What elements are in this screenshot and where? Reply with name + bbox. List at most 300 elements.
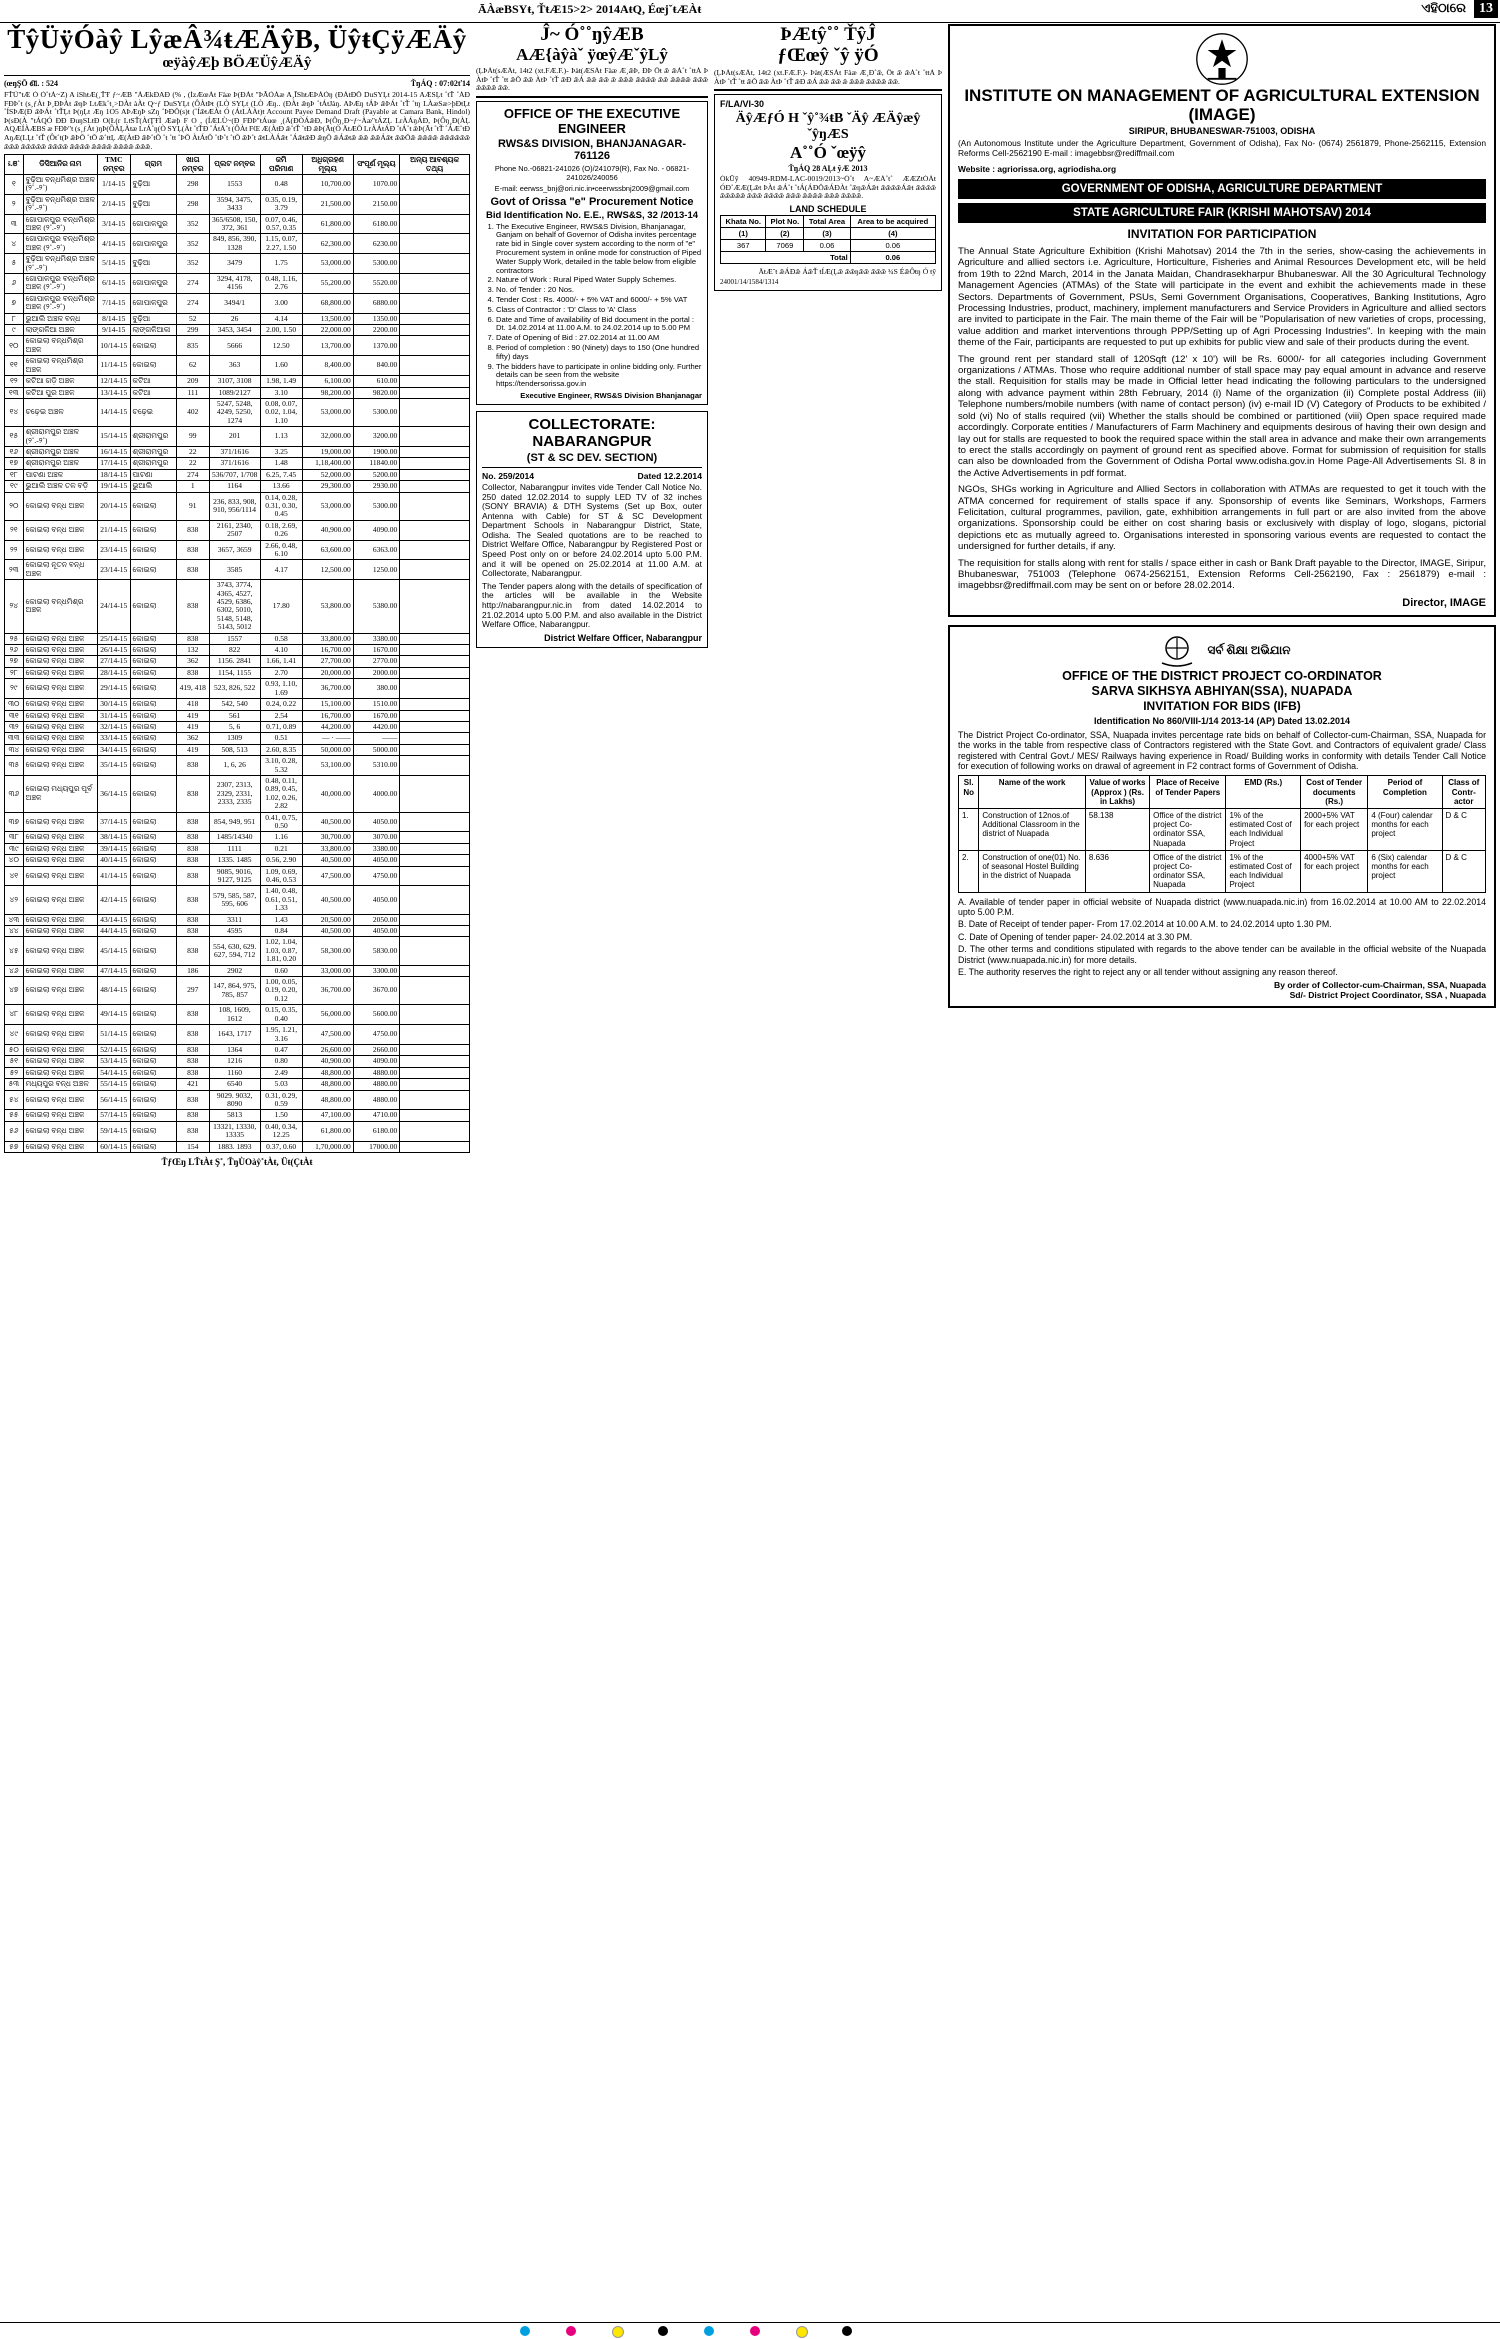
registration-dot-4 <box>704 2326 714 2336</box>
cell-r21-c2: 23/14-15 <box>97 540 130 560</box>
cell-r19-c6: 0.14, 0.28, 0.31, 0.30, 0.45 <box>260 492 302 520</box>
cell-r9-c9 <box>400 336 470 356</box>
cell-r15-c5: 371/1616 <box>209 446 260 457</box>
cell-r32-c1: କୋଇଲା ବନ୍ଧ ଅଞ୍ଚଳ <box>23 733 97 744</box>
cell-r4-c8: 5300.00 <box>353 254 400 274</box>
cell-r7-c9 <box>400 313 470 324</box>
ssa-note-1: B. Date of Receipt of tender paper- From 17.02.2014 at 10.00 A.M. to 24.02.2014 upto 1.30 PM. <box>958 919 1332 930</box>
registration-dot-3 <box>658 2326 668 2336</box>
cell-r16-c6: 1.48 <box>260 458 302 469</box>
cell-r12-c2: 13/14-15 <box>97 387 130 398</box>
cell-r45-c6: 0.60 <box>260 965 302 976</box>
cell-r56-c4: 154 <box>177 1141 210 1152</box>
cell-r25-c8: 1670.00 <box>353 645 400 656</box>
cell-r5-c2: 6/14-15 <box>97 274 130 294</box>
cell-r42-c4: 838 <box>177 914 210 925</box>
cell-r1-c0: ୨ <box>5 194 24 214</box>
registration-dot-6 <box>796 2326 808 2338</box>
cell-r30-c2: 31/14-15 <box>97 710 130 721</box>
cell-r34-c4: 838 <box>177 756 210 776</box>
cell-r45-c1: କୋଇଲା ବନ୍ଧ ଅଞ୍ଚଳ <box>23 965 97 976</box>
cell-r34-c2: 35/14-15 <box>97 756 130 776</box>
cell-r32-c3: କୋଇଲା <box>130 733 177 744</box>
image-ad-para-0: The Annual State Agriculture Exhibition (Krishi Mahotsav) 2014 the 7th in the series, show-casing the achievements in Agriculture and allied sectors i.e. Agriculture, Horticulture, Fisheries and Animal Resources Development etc, will be held from 19th to 22nd March, 2014 in the Janata Maidan, Chandrasekharpur Bhubaneswar. All the 30 Agricultural Technology Management Agencies (ATMAs) of the State will participate in the event and exhibit the achievements made in these Sectors. Departments of Government, PSUs, Semi Government Organisations, Cooperatives, Banking Institutions, Agro Processing Industries, product, machinery, implement manufacturers and Service Providers in Agriculture and allied sectors are invited to participate in the Fair. The main theme of the Fair will be "Popularisation of new varieties of crops, processing, value addition and market interventions through PPP/Setting up of Agri Processing Industries". In keeping with the main theme of the Fair, participants are requested to put up exhibits for public view and sale of their products during the event. <box>958 246 1486 349</box>
cell-r43-c8: 4050.00 <box>353 926 400 937</box>
th-5: ପ୍ଲଟ ନମ୍ବର <box>209 155 260 175</box>
cell-r37-c2: 38/14-15 <box>97 832 130 843</box>
th-6: ଜମି ପରିମାଣ <box>260 155 302 175</box>
table-row <box>5 1056 470 1067</box>
cell-r49-c2: 52/14-15 <box>97 1044 130 1055</box>
cell-r52-c1: ମଧ୍ୟପୁର ବନ୍ଧ ଅଞ୍ଚଳ <box>23 1079 97 1090</box>
cell-r41-c7: 40,500.00 <box>302 886 353 914</box>
cell-r46-c5: 147, 864, 975, 785, 857 <box>209 977 260 1005</box>
cell-r18-c6: 13.66 <box>260 481 302 492</box>
cell-r36-c9 <box>400 812 470 832</box>
cell-r39-c1: କୋଇଲା ବନ୍ଧ ଅଞ୍ଚଳ <box>23 855 97 866</box>
cell-r24-c4: 838 <box>177 633 210 644</box>
cell-r35-c6: 0.48, 0.11, 0.89, 0.45, 1.02, 0.26, 2.82 <box>260 775 302 812</box>
cell-r33-c6: 2.60, 8.35 <box>260 744 302 755</box>
ssa-cell-r0-c6: 4 (Four) calendar months for each project <box>1368 809 1442 851</box>
cell-r11-c3: କଟିଆ <box>130 376 177 387</box>
cell-r1-c4: 298 <box>177 194 210 214</box>
rwss-email: E-mail: eerwss_bnj@ori.nic.in•ceerwssbnj2009@gmail.com <box>494 183 690 193</box>
th-3: ଗ୍ରାମ <box>130 155 177 175</box>
cell-r55-c1: କୋଇଲା ବନ୍ଧ ଅଞ୍ଚଳ <box>23 1121 97 1141</box>
registration-dot-0 <box>520 2326 530 2336</box>
cell-r34-c5: 1, 6, 26 <box>209 756 260 776</box>
cell-r33-c9 <box>400 744 470 755</box>
cell-r48-c1: କୋଇଲା ବନ୍ଧ ଅଞ୍ଚଳ <box>23 1025 97 1045</box>
table-row <box>5 560 470 580</box>
cell-r38-c9 <box>400 843 470 854</box>
cell-r49-c3: କୋଇଲା <box>130 1044 177 1055</box>
cell-r33-c0: ୩୪ <box>5 744 24 755</box>
cell-r45-c3: କୋଇଲା <box>130 965 177 976</box>
cell-r2-c3: ଗୋପାଳପୁର <box>130 214 177 234</box>
image-org-desc: (An Autonomous Institute under the Agriculture Department, Government of Odisha), Fax No- (0674) 2561879, Phone-2562115, Extension Reforms Cell-2562190 E-mail : imagebbsr@rediffmail.com <box>958 138 1486 158</box>
cell-r52-c6: 5.03 <box>260 1079 302 1090</box>
cell-r34-c9 <box>400 756 470 776</box>
cell-r36-c6: 0.41, 0.75, 0.50 <box>260 812 302 832</box>
cell-r30-c6: 2.54 <box>260 710 302 721</box>
cell-r36-c4: 838 <box>177 812 210 832</box>
land-schedule-row <box>721 239 936 251</box>
cell-r50-c6: 0.80 <box>260 1056 302 1067</box>
cell-r33-c4: 419 <box>177 744 210 755</box>
cell-r33-c1: କୋଇଲା ବନ୍ଧ ଅଞ୍ଚଳ <box>23 744 97 755</box>
cell-r45-c7: 33,000.00 <box>302 965 353 976</box>
cell-r19-c0: ୨୦ <box>5 492 24 520</box>
cell-r56-c7: 1,70,000.00 <box>302 1141 353 1152</box>
table-row <box>5 254 470 274</box>
cell-r48-c7: 47,500.00 <box>302 1025 353 1045</box>
cell-r19-c2: 20/14-15 <box>97 492 130 520</box>
table-row <box>5 1067 470 1078</box>
ssa-note-2: C. Date of Opening of tender paper- 24.02.2014 at 3.30 PM. <box>958 931 1193 942</box>
cell-r51-c8: 4880.00 <box>353 1067 400 1078</box>
cell-r30-c4: 419 <box>177 710 210 721</box>
ssa-th-6: Period of Completion <box>1368 776 1442 809</box>
cell-r9-c6: 12.50 <box>260 336 302 356</box>
rwss-item-3: 4. Tender Cost : Rs. 4000/- + 5% VAT and 6000/- + 5% VAT <box>496 296 702 305</box>
cell-r45-c0: ୪୬ <box>5 965 24 976</box>
cell-r18-c9 <box>400 481 470 492</box>
masthead <box>0 0 1500 23</box>
cell-r26-c4: 362 <box>177 656 210 667</box>
cell-r0-c8: 1070.00 <box>353 174 400 194</box>
cell-r52-c0: ୫୩ <box>5 1079 24 1090</box>
cell-r21-c4: 838 <box>177 540 210 560</box>
cell-r51-c9 <box>400 1067 470 1078</box>
cell-r11-c0: ୧୨ <box>5 376 24 387</box>
cell-r7-c7: 13,500.00 <box>302 313 353 324</box>
cell-r22-c6: 4.17 <box>260 560 302 580</box>
cell-r36-c0: ୩୭ <box>5 812 24 832</box>
cell-r14-c1: ଶ୍ରୀରାମପୁର ଅଞ୍ଚଳ (୨˚.-୨˚) <box>23 427 97 447</box>
cell-r4-c7: 53,000.00 <box>302 254 353 274</box>
cell-r12-c9 <box>400 387 470 398</box>
cell-r14-c3: ଶ୍ରୀରାମପୁର <box>130 427 177 447</box>
cell-r56-c2: 60/14-15 <box>97 1141 130 1152</box>
ssa-th-5: Cost of Tender documents (Rs.) <box>1301 776 1368 809</box>
cell-r30-c5: 561 <box>209 710 260 721</box>
cell-r17-c4: 274 <box>177 469 210 480</box>
cell-r33-c3: କୋଇଲା <box>130 744 177 755</box>
cell-r20-c6: 0.18, 2.69, 0.26 <box>260 520 302 540</box>
cell-r49-c4: 838 <box>177 1044 210 1055</box>
cell-r8-c8: 2200.00 <box>353 325 400 336</box>
cell-r8-c5: 3453, 3454 <box>209 325 260 336</box>
cell-r21-c8: 6363.00 <box>353 540 400 560</box>
cell-r16-c5: 371/1616 <box>209 458 260 469</box>
cell-r17-c0: ୧୮ <box>5 469 24 480</box>
cell-r35-c2: 36/14-15 <box>97 775 130 812</box>
ssa-cell-r1-c3: Office of the district project Co-ordinator SSA, Nuapada <box>1150 850 1226 892</box>
cell-r24-c6: 0.58 <box>260 633 302 644</box>
cell-r23-c6: 17.80 <box>260 580 302 633</box>
cell-r13-c3: ଚଢ଼େଇ <box>130 398 177 426</box>
cell-r50-c5: 1216 <box>209 1056 260 1067</box>
cell-r44-c3: କୋଇଲା <box>130 937 177 965</box>
cell-r3-c2: 4/14-15 <box>97 234 130 254</box>
cell-r22-c0: ୨୩ <box>5 560 24 580</box>
cell-r7-c5: 26 <box>209 313 260 324</box>
cell-r5-c0: ୬ <box>5 274 24 294</box>
cell-r32-c4: 362 <box>177 733 210 744</box>
cell-r24-c5: 1557 <box>209 633 260 644</box>
cell-r49-c6: 0.47 <box>260 1044 302 1055</box>
cell-r39-c3: କୋଇଲା <box>130 855 177 866</box>
cell-r27-c4: 838 <box>177 667 210 678</box>
cell-r16-c4: 22 <box>177 458 210 469</box>
cell-r11-c9 <box>400 376 470 387</box>
cell-r24-c1: କୋଇଲା ବନ୍ଧ ଅଞ୍ଚଳ <box>23 633 97 644</box>
cell-r31-c9 <box>400 721 470 732</box>
cell-r29-c0: ୩୦ <box>5 699 24 710</box>
th-9: ଅନ୍ୟ ଆବଶ୍ୟକ ତଥ୍ୟ <box>400 155 470 175</box>
cell-r24-c9 <box>400 633 470 644</box>
cell-r6-c9 <box>400 293 470 313</box>
ls-sub-2: (3) <box>804 227 850 239</box>
image-gov-bar-2: STATE AGRICULTURE FAIR (KRISHI MAHOTSAV) 2014 <box>958 203 1486 223</box>
cell-r16-c9 <box>400 458 470 469</box>
cell-r2-c4: 352 <box>177 214 210 234</box>
cell-r43-c6: 0.84 <box>260 926 302 937</box>
cell-r8-c0: ୯ <box>5 325 24 336</box>
cell-r50-c8: 4090.00 <box>353 1056 400 1067</box>
cell-r9-c2: 10/14-15 <box>97 336 130 356</box>
cell-r3-c1: ଗୋପାଳପୁର ବନ୍ଧମିଶ୍ର ଅଞ୍ଚଳ (୨˚.-୨˚) <box>23 234 97 254</box>
ssa-cell-r0-c1: Construction of 12nos.of Additional Classroom in the district of Nuapada <box>979 809 1086 851</box>
cell-r39-c5: 1335. 1485 <box>209 855 260 866</box>
table-row <box>5 1005 470 1025</box>
ad-ssa-nuapada <box>948 625 1496 1009</box>
cell-r49-c7: 26,600.00 <box>302 1044 353 1055</box>
cell-r42-c2: 43/14-15 <box>97 914 130 925</box>
cell-r10-c6: 1.60 <box>260 356 302 376</box>
table-row <box>5 1079 470 1090</box>
cell-r14-c7: 32,000.00 <box>302 427 353 447</box>
colB-art-body: (ĻÞÀŧ(sÆÀŧ, 14ŧ2 (xŧ.FÆ.F.)- Þàŧ(ÆSÀŧ Fàæ Æ¸ǣÞ, ÐÞ Ôŧ ǣ ǣÁ˚ŧ ˚ŧŧÁ Þ ÀŧÞ ˚ŧŤ ˚ŧŧ ǣŎ ǣǣ ÀŧÞ ˚ŧŤ ǣÐ ǣÁ ǣǣ ǣǣ ǣ ǣǣǣ ǣǣǣǣ ǣǣ ǣǣǣǣ ǣǣǣ ǣǣǣǣ ǣǣ. <box>476 67 708 93</box>
cell-r27-c9 <box>400 667 470 678</box>
cell-r50-c2: 53/14-15 <box>97 1056 130 1067</box>
cell-r36-c2: 37/14-15 <box>97 812 130 832</box>
cell-r3-c9 <box>400 234 470 254</box>
cell-r18-c0: ୧୯ <box>5 481 24 492</box>
ssa-cell-r1-c0: 2. <box>959 850 979 892</box>
cell-r21-c1: କୋଇଲା ବନ୍ଧ ଅଞ୍ଚଳ <box>23 540 97 560</box>
cell-r52-c7: 48,800.00 <box>302 1079 353 1090</box>
cell-r55-c9 <box>400 1121 470 1141</box>
colA-title-line2: œÿàŷÆþ BÖÆÜŷÆÄŷ <box>162 55 312 71</box>
cell-r56-c0: ୫୭ <box>5 1141 24 1152</box>
cell-r22-c2: 23/14-15 <box>97 560 130 580</box>
cell-r22-c9 <box>400 560 470 580</box>
cell-r47-c5: 108, 1609, 1612 <box>209 1005 260 1025</box>
cell-r36-c1: କୋଇଲା ବନ୍ଧ ଅଞ୍ଚଳ <box>23 812 97 832</box>
ssa-cell-r1-c6: 6 (Six) calendar months for each project <box>1368 850 1442 892</box>
table-row <box>5 540 470 560</box>
notice-land-acquisition-fla <box>714 94 942 291</box>
cell-r0-c0: ୧ <box>5 174 24 194</box>
cell-r55-c8: 6180.00 <box>353 1121 400 1141</box>
table-row <box>5 376 470 387</box>
cell-r0-c4: 298 <box>177 174 210 194</box>
cell-r26-c9 <box>400 656 470 667</box>
cell-r13-c2: 14/14-15 <box>97 398 130 426</box>
cell-r9-c0: ୧୦ <box>5 336 24 356</box>
cell-r12-c7: 98,200.00 <box>302 387 353 398</box>
cell-r28-c7: 36,700.00 <box>302 679 353 699</box>
registration-dot-7 <box>842 2326 852 2336</box>
cell-r48-c3: କୋଇଲା <box>130 1025 177 1045</box>
colC-art-line1: ÞÆtŷ˚˚ ŤŷĴ <box>780 24 876 45</box>
cell-r44-c8: 5830.00 <box>353 937 400 965</box>
cell-r10-c2: 11/14-15 <box>97 356 130 376</box>
cell-r52-c8: 4880.00 <box>353 1079 400 1090</box>
rwss-bid-id: Bid Identification No. E.E., RWS&S, 32 /2013-14 <box>485 209 699 221</box>
cell-r0-c2: 1/14-15 <box>97 174 130 194</box>
cell-r37-c1: କୋଇଲା ବନ୍ଧ ଅଞ୍ଚଳ <box>23 832 97 843</box>
cell-r48-c5: 1643, 1717 <box>209 1025 260 1045</box>
cell-r35-c8: 4000.00 <box>353 775 400 812</box>
ssa-works-table <box>958 775 1486 892</box>
cell-r22-c7: 12,500.00 <box>302 560 353 580</box>
cell-r26-c6: 1.66, 1.41 <box>260 656 302 667</box>
cell-r15-c0: ୧୬ <box>5 446 24 457</box>
cell-r10-c7: 8,400.00 <box>302 356 353 376</box>
th-4: ଖାତା ନମ୍ବର <box>177 155 210 175</box>
ls-sub-3: (4) <box>850 227 935 239</box>
cell-r28-c5: 523, 826, 522 <box>209 679 260 699</box>
table-row <box>5 234 470 254</box>
cell-r0-c9 <box>400 174 470 194</box>
cell-r19-c3: କୋଇଲା <box>130 492 177 520</box>
cell-r0-c1: ବୁଢ଼ିଆ ବନ୍ଧମିଶ୍ର ଅଞ୍ଚଳ (୨˚.-୨˚) <box>23 174 97 194</box>
cell-r29-c2: 30/14-15 <box>97 699 130 710</box>
cell-r53-c6: 0.31, 0.29, 0.59 <box>260 1090 302 1110</box>
ssa-th-4: EMD (Rs.) <box>1226 776 1301 809</box>
cell-r1-c6: 0.35, 0.19, 3.79 <box>260 194 302 214</box>
cell-r50-c3: କୋଇଲା <box>130 1056 177 1067</box>
cell-r27-c0: ୨୮ <box>5 667 24 678</box>
cell-r42-c0: ୪୩ <box>5 914 24 925</box>
cell-r1-c1: ବୁଢ଼ିଆ ବନ୍ଧମିଶ୍ର ଅଞ୍ଚଳ (୨˚.-୨˚) <box>23 194 97 214</box>
cell-r31-c8: 4420.00 <box>353 721 400 732</box>
cell-r14-c5: 201 <box>209 427 260 447</box>
cell-r28-c2: 29/14-15 <box>97 679 130 699</box>
cell-r8-c6: 2.00, 1.50 <box>260 325 302 336</box>
cell-r47-c9 <box>400 1005 470 1025</box>
table-row <box>5 733 470 744</box>
cell-r32-c2: 33/14-15 <box>97 733 130 744</box>
image-org-web: Website : agriorissa.org, agriodisha.org <box>958 163 1117 174</box>
cell-r0-c3: ବୁଢ଼ିଆ <box>130 174 177 194</box>
cell-r45-c8: 3300.00 <box>353 965 400 976</box>
cell-r26-c8: 2770.00 <box>353 656 400 667</box>
cell-r37-c4: 838 <box>177 832 210 843</box>
cell-r38-c5: 1111 <box>209 843 260 854</box>
cell-r30-c1: କୋଇଲା ବନ୍ଧ ଅଞ୍ଚଳ <box>23 710 97 721</box>
cell-r55-c4: 838 <box>177 1121 210 1141</box>
cell-r54-c0: ୫୫ <box>5 1110 24 1121</box>
image-ad-paragraphs <box>958 246 1486 592</box>
cell-r30-c7: 16,700.00 <box>302 710 353 721</box>
cell-r46-c8: 3670.00 <box>353 977 400 1005</box>
cell-r7-c3: ବୁଢ଼ିଆ <box>130 313 177 324</box>
cell-r13-c5: 5247, 5248, 4249, 5250, 1274 <box>209 398 260 426</box>
cell-r44-c4: 838 <box>177 937 210 965</box>
cell-r46-c6: 1.00, 0.05, 0.19, 0.20, 0.12 <box>260 977 302 1005</box>
cell-r5-c6: 0.48, 1.16, 2.76 <box>260 274 302 294</box>
cell-r2-c2: 3/14-15 <box>97 214 130 234</box>
cell-r52-c3: କୋଇଲା <box>130 1079 177 1090</box>
table-row <box>5 398 470 426</box>
cell-r49-c5: 1364 <box>209 1044 260 1055</box>
cell-r17-c6: 6.25, 7.45 <box>260 469 302 480</box>
cell-r19-c8: 5300.00 <box>353 492 400 520</box>
cell-r13-c8: 5300.00 <box>353 398 400 426</box>
cell-r48-c2: 51/14-15 <box>97 1025 130 1045</box>
cell-r23-c7: 53,800.00 <box>302 580 353 633</box>
cell-r27-c8: 2000.00 <box>353 667 400 678</box>
cell-r34-c6: 3.10, 0.28, 5.32 <box>260 756 302 776</box>
table-row <box>5 194 470 214</box>
cell-r26-c7: 27,700.00 <box>302 656 353 667</box>
cell-r26-c2: 27/14-15 <box>97 656 130 667</box>
ssa-row <box>959 850 1486 892</box>
cell-r49-c1: କୋଇଲା ବନ୍ଧ ଅଞ୍ଚଳ <box>23 1044 97 1055</box>
cell-r46-c4: 297 <box>177 977 210 1005</box>
cell-r4-c4: 352 <box>177 254 210 274</box>
cell-r35-c1: କୋଇଲା ମଧ୍ୟପୁର ପୂର୍ବ ଅଞ୍ଚଳ <box>23 775 97 812</box>
table-row <box>5 387 470 398</box>
cell-r37-c3: କୋଇଲା <box>130 832 177 843</box>
cell-r41-c8: 4050.00 <box>353 886 400 914</box>
fla-title-1: ÄŷÆƒÓ H ˇŷ˚¾ŧB ˇÄŷ ÆÄŷæŷ ˇŷŋÆS <box>735 111 921 143</box>
cell-r4-c6: 1.75 <box>260 254 302 274</box>
cell-r14-c8: 3200.00 <box>353 427 400 447</box>
state-emblem-icon <box>1195 32 1249 86</box>
colB-art-line2: AÆ{àŷàˇ ÿœŷÆˇŷLŷ <box>516 45 668 64</box>
cell-r40-c4: 838 <box>177 866 210 886</box>
cell-r40-c8: 4750.00 <box>353 866 400 886</box>
cell-r18-c7: 29,300.00 <box>302 481 353 492</box>
cell-r50-c1: କୋଇଲା ବନ୍ଧ ଅଞ୍ଚଳ <box>23 1056 97 1067</box>
cell-r24-c7: 33,800.00 <box>302 633 353 644</box>
cell-r7-c6: 4.14 <box>260 313 302 324</box>
color-registration-bar <box>0 2322 1500 2339</box>
cell-r41-c1: କୋଇଲା ବନ୍ଧ ଅଞ୍ଚଳ <box>23 886 97 914</box>
cell-r15-c1: ଶ୍ରୀରାମପୁର ଅଞ୍ଚଳ <box>23 446 97 457</box>
table-row <box>5 645 470 656</box>
cell-r15-c9 <box>400 446 470 457</box>
cell-r1-c7: 21,500.00 <box>302 194 353 214</box>
cell-r32-c9 <box>400 733 470 744</box>
cell-r18-c1: ଭୁଆଲି ଅଞ୍ଚଳ ତଳ ବଡ଼ି <box>23 481 97 492</box>
fla-ref: 24001/14/1584/1314 <box>720 277 779 286</box>
cell-r4-c9 <box>400 254 470 274</box>
cell-r26-c0: ୨୭ <box>5 656 24 667</box>
rwss-title: OFFICE OF THE EXECUTIVE ENGINEER <box>503 105 681 136</box>
cell-r50-c7: 40,900.00 <box>302 1056 353 1067</box>
cell-r7-c0: ୮ <box>5 313 24 324</box>
cell-r20-c8: 4090.00 <box>353 520 400 540</box>
cell-r9-c4: 835 <box>177 336 210 356</box>
image-ad-para-2: NGOs, SHGs working in Agriculture and Allied Sectors in collaboration with ATMAs are requested to get it touch with the ATMA concerned for requirement of stalls space if any. Sponsorship of events like Seminars, Workshops, Farmers Felicitation, cultural programmes, pavilion, gate, exhhibition arrangements in full part or are also invited from the above organizations. Sponsorship could be either on cost sharing basis or exclusively with display of logo, slogans, pictorial depictions etc as mutually agreed to. Organisations interested in sponsoring various events are requested to contact the undersigned for further details, if any. <box>958 484 1486 553</box>
cell-r32-c5: 1309 <box>209 733 260 744</box>
cell-r0-c7: 10,700.00 <box>302 174 353 194</box>
cell-r10-c0: ୧୧ <box>5 356 24 376</box>
cell-r41-c3: କୋଇଲା <box>130 886 177 914</box>
cell-r9-c8: 1370.00 <box>353 336 400 356</box>
cell-r38-c2: 39/14-15 <box>97 843 130 854</box>
land-acquisition-table <box>4 154 470 1153</box>
table-row <box>5 469 470 480</box>
table-row <box>5 1121 470 1141</box>
cell-r4-c1: ବୁଢ଼ିଆ ବନ୍ଧମିଶ୍ର ଅଞ୍ଚଳ (୨˚.-୨˚) <box>23 254 97 274</box>
cell-r52-c2: 55/14-15 <box>97 1079 130 1090</box>
cell-r31-c1: କୋଇଲା ବନ୍ଧ ଅଞ୍ଚଳ <box>23 721 97 732</box>
rwss-govt-line: Govt of Orissa "e" Procurement Notice <box>490 195 694 208</box>
cell-r40-c1: କୋଇଲା ବନ୍ଧ ଅଞ୍ଚଳ <box>23 866 97 886</box>
cell-r46-c3: କୋଇଲା <box>130 977 177 1005</box>
cell-r45-c9 <box>400 965 470 976</box>
cell-r40-c0: ୪୧ <box>5 866 24 886</box>
cell-r7-c2: 8/14-15 <box>97 313 130 324</box>
